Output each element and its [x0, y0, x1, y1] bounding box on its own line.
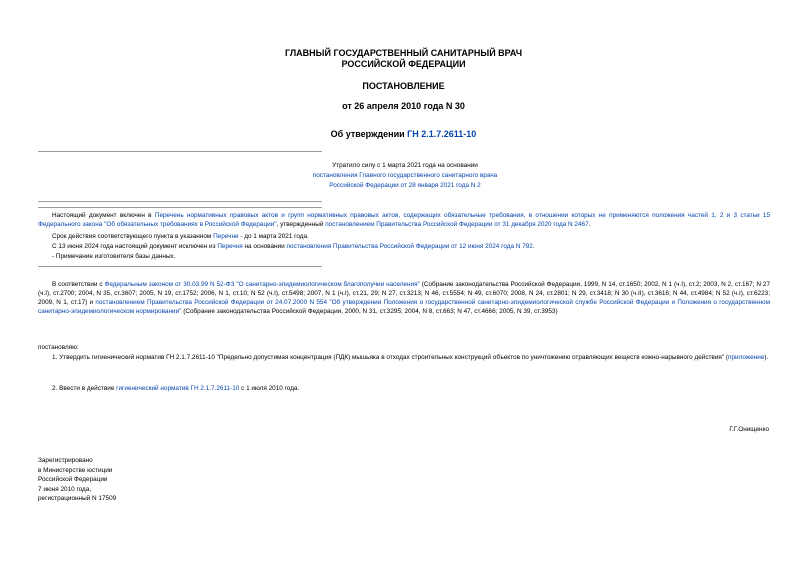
- registration-line-4: 7 июня 2010 года,: [38, 485, 92, 493]
- government-decree-554-link[interactable]: постановлением Правительства Российской Федерации от 24.07.2000 N 554 "Об утверждении Положения о государственной санитарно-эпидемиологической службе Российской Федерации и Положения о государственном санитарно-эпидемиологическом нормировании": [38, 299, 770, 315]
- list-note-text: , утвержденный: [276, 221, 326, 228]
- list-link[interactable]: Перечне: [213, 233, 239, 240]
- registration-line-5: регистрационный N 17509: [38, 495, 117, 502]
- lapsed-basis-link-2[interactable]: Российской Федерации от 28 января 2021 года N 2: [329, 182, 481, 189]
- government-decree-792-link[interactable]: постановления Правительства Российской Федерации от 12 июня 2024 года N 792: [286, 243, 533, 250]
- title-standard-link[interactable]: ГН 2.1.7.2611-10: [407, 129, 477, 139]
- authority-line-1: ГЛАВНЫЙ ГОСУДАРСТВЕННЫЙ САНИТАРНЫЙ ВРАЧ: [284, 48, 523, 58]
- preamble-text: (Собрание законодательства Российской Федерации, 1999, N 14, ст.1650; 2002, N 1 (ч.I), ст.2; 2003, N 2, ст.167; N 27 (ч.I), ст.2700; 2004, N 35, ст.3607; 2005, N 19, ст.1752; 2006, N 1, ст.10; N 52 (ч.I), ст.5498; 2007, N 1 (ч.I), ст.21, 29; N 27, ст.3213; N 46, ст.5554; N 49, ст.6070; 2008, N 24, ст.2801; N 29, ст.3418; N 30 (ч.II), ст.3616; N 44, ст.4984; N 52 (ч.I), ст.6223; 2009, N 1, ст.17) и: [38, 281, 771, 306]
- authority-line-2: РОССИЙСКОЙ ФЕДЕРАЦИИ: [341, 59, 466, 69]
- preamble-paragraph: [38, 280, 770, 316]
- list-note-paragraph-1: [38, 211, 770, 229]
- item-text: ).: [764, 354, 769, 361]
- signatory-name: Г.Г.Онищенко: [729, 426, 769, 433]
- separator-line: [38, 207, 322, 208]
- decree-item-1: [38, 353, 770, 362]
- list-note-paragraph-2: [38, 232, 770, 241]
- government-decree-2467-link[interactable]: постановлением Правительства Российской Федерации от 31 декабря 2020 года N 2467: [325, 221, 589, 228]
- registration-block: [38, 456, 116, 504]
- issuing-authority: [0, 48, 807, 70]
- lapsed-note-line-1: Утратило силу с 1 марта 2021 года на основании: [332, 162, 478, 169]
- appendix-link[interactable]: приложение: [728, 354, 765, 361]
- document-title: [0, 129, 807, 140]
- list-note-text: .: [532, 243, 535, 250]
- list-note-text: Срок действия соответствующего пункта в указанном: [52, 233, 214, 240]
- item-text: 2. Ввести в действие: [52, 385, 117, 392]
- hygienic-standard-link[interactable]: гигиенический норматив ГН 2.1.7.2611-10: [116, 385, 240, 392]
- preamble-text: (Собрание законодательства Российской Федерации, 2000, N 31, ст.3295; 2004, N 8, ст.663; N 47, ст.4666; 2005, N 39, ст.3953): [181, 308, 558, 315]
- registration-line-1: Зарегистрировано: [38, 457, 93, 464]
- list-note-paragraph-3: [38, 242, 770, 251]
- document-date-number: от 26 апреля 2010 года N 30: [342, 101, 465, 111]
- mandatory-requirements-list-link[interactable]: Перечень нормативных правовых актов и групп нормативных правовых актов, содержащих обязательные требования, в отношении которых не применяются положения частей 1, 2 и 3 статьи 15 Федерального закона "Об обязательных требованиях в Российской Федерации": [38, 212, 770, 228]
- document-type: ПОСТАНОВЛЕНИЕ: [362, 81, 445, 91]
- list-note-text: С 13 июня 2024 года настоящий документ исключен из: [52, 243, 218, 250]
- registration-line-3: Российской Федерации: [38, 476, 108, 483]
- decree-word: постановляю:: [38, 344, 79, 351]
- title-prefix: Об утверждении: [330, 129, 408, 139]
- federal-law-52fz-link[interactable]: Федеральным законом от 30.03.99 N 52-ФЗ "О санитарно-эпидемиологическом благополучии населения": [104, 281, 420, 288]
- separator-line: [38, 201, 322, 202]
- lapsed-note: [230, 161, 580, 191]
- list-link[interactable]: Перечня: [217, 243, 243, 250]
- list-note-text: Настоящий документ включен в: [52, 212, 155, 219]
- preamble-text: В соответствии с: [52, 281, 105, 288]
- list-note-text: .: [588, 221, 591, 228]
- item-text: 1. Утвердить гигиенический норматив ГН 2.1.7.2611-10 "Предельно допустимая концентрация (ПДК) мышьяка в отходах строительных конструкций объектов по уничтожению отравляющих веществ кожно-нарывного действия" (: [52, 354, 729, 361]
- list-note-text: - до 1 марта 2021 года.: [238, 233, 309, 240]
- lapsed-basis-link-1[interactable]: постановления Главного государственного санитарного врача: [312, 172, 498, 179]
- decree-item-2: [38, 384, 770, 393]
- separator-line: [38, 151, 322, 152]
- database-note: - Примечание изготовителя базы данных.: [52, 253, 176, 260]
- registration-line-2: в Министерстве юстиции: [38, 466, 113, 474]
- separator-line: [38, 266, 322, 267]
- item-text: с 1 июля 2010 года.: [239, 385, 300, 392]
- list-note-text: на основании: [242, 243, 287, 250]
